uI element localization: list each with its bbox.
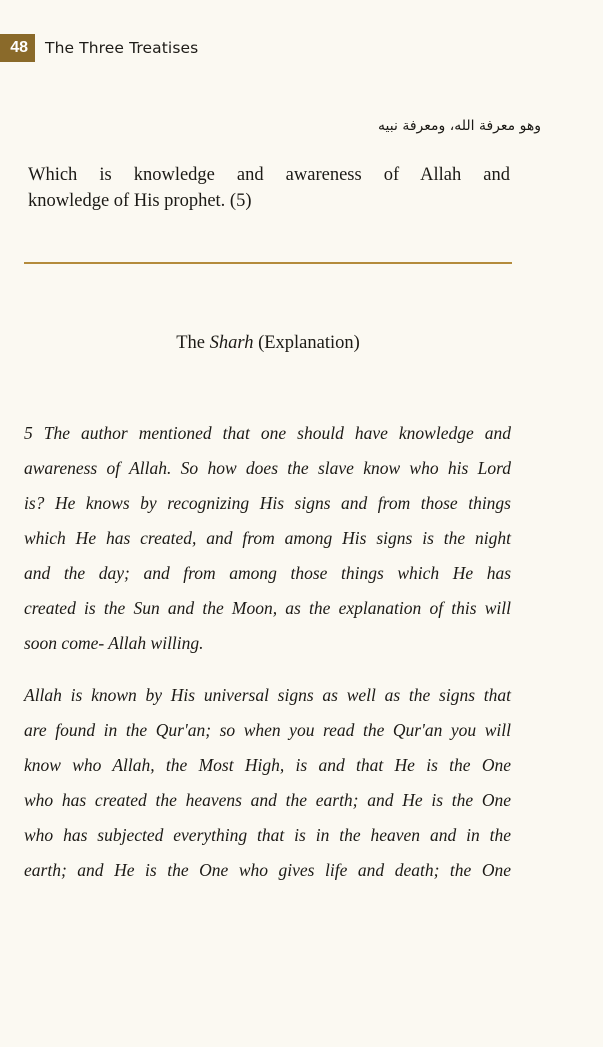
commentary-line: who has subjected everything that is in the heaven and in the bbox=[24, 825, 511, 845]
page-header bbox=[0, 34, 198, 62]
commentary-line: are found in the Qur'an; so when you read the Qur'an you will bbox=[24, 720, 511, 740]
section-divider bbox=[24, 262, 512, 264]
translation-line: knowledge of His prophet. (5) bbox=[28, 191, 252, 211]
commentary-line: who has created the heavens and the earth; and He is the One bbox=[24, 790, 511, 810]
commentary-line: and the day; and from among those things which He has bbox=[24, 563, 511, 583]
commentary-line: which He has created, and from among His signs is the night bbox=[24, 528, 511, 548]
commentary-line: 5 The author mentioned that one should have knowledge and bbox=[24, 423, 511, 443]
commentary-line: earth; and He is the One who gives life and death; the One bbox=[24, 860, 511, 880]
matn-translation bbox=[28, 162, 510, 214]
commentary-paragraph-2 bbox=[24, 678, 511, 888]
commentary-line: soon come- Allah willing. bbox=[24, 633, 204, 653]
arabic-matn: وهو معرفة الله، ومعرفة نبيه bbox=[378, 118, 541, 134]
commentary-line: is? He knows by recognizing His signs and from those things bbox=[24, 493, 511, 513]
running-title: The Three Treatises bbox=[45, 39, 199, 57]
sharh-heading bbox=[0, 333, 536, 354]
commentary-line: awareness of Allah. So how does the slave know who his Lord bbox=[24, 458, 511, 478]
page-number: 48 bbox=[0, 34, 35, 62]
commentary-paragraph-1 bbox=[24, 416, 511, 661]
commentary-line: created is the Sun and the Moon, as the explanation of this will bbox=[24, 598, 511, 618]
heading-italic: Sharh bbox=[209, 333, 254, 353]
heading-suffix: (Explanation) bbox=[253, 333, 360, 353]
commentary-line: know who Allah, the Most High, is and that He is the One bbox=[24, 755, 511, 775]
commentary-line: Allah is known by His universal signs as well as the signs that bbox=[24, 685, 511, 705]
translation-line: Which is knowledge and awareness of Allah and bbox=[28, 165, 510, 185]
heading-prefix: The bbox=[176, 333, 210, 353]
